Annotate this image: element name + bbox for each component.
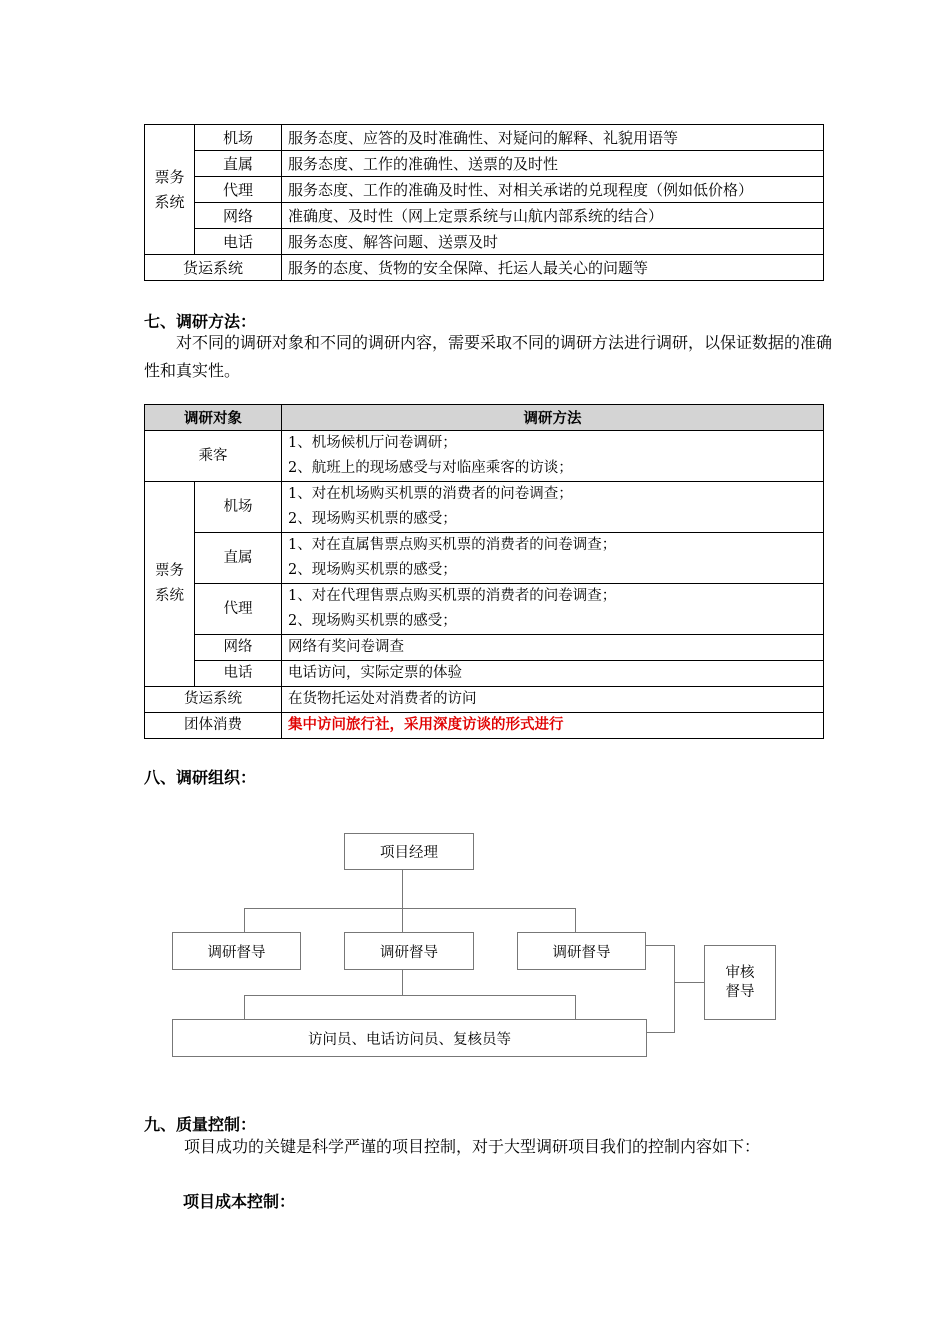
connector xyxy=(244,908,576,909)
method-cell: 在货物托运处对消费者的访问 xyxy=(282,687,824,713)
method-cell: 1、对在机场购买机票的消费者的问卷调查； 2、现场购买机票的感受； xyxy=(282,482,824,533)
service-criteria-table xyxy=(144,124,824,281)
header-method: 调研方法 xyxy=(282,405,824,431)
group-consumption-label: 团体消费 xyxy=(145,713,282,739)
section-7-heading: 七、调研方法： xyxy=(144,312,257,331)
method-cell: 1、机场候机厅问卷调研； 2、航班上的现场感受与对临座乘客的访谈； xyxy=(282,431,824,482)
section-8-heading: 八、调研组织： xyxy=(144,768,257,787)
freight-label: 货运系统 xyxy=(145,687,282,713)
connector xyxy=(402,869,403,909)
freight-label: 货运系统 xyxy=(145,255,282,281)
criteria-cell: 服务态度、工作的准确及时性、对相关承诺的兑现程度（例如低价格） xyxy=(282,177,824,203)
section-9-heading: 九、质量控制： xyxy=(144,1115,257,1134)
criteria-cell: 服务态度、应答的及时准确性、对疑问的解释、礼貌用语等 xyxy=(282,125,824,151)
sub-label: 代理 xyxy=(195,177,282,203)
section-7-paragraph: 对不同的调研对象和不同的调研内容，需要采取不同的调研方法进行调研，以保证数据的准确性和真实性。 xyxy=(144,333,833,380)
method-cell: 1、对在直属售票点购买机票的消费者的问卷调查； 2、现场购买机票的感受； xyxy=(282,533,824,584)
connector xyxy=(646,1032,675,1033)
sub-label: 代理 xyxy=(195,584,282,635)
supervisor-box: 调研督导 xyxy=(172,932,301,970)
connector xyxy=(402,908,403,932)
method-cell-highlight: 集中访问旅行社，采用深度访谈的形式进行 xyxy=(282,713,824,739)
audit-supervisor-box: 审核督导 xyxy=(704,945,776,1020)
method-cell: 网络有奖问卷调查 xyxy=(282,635,824,661)
supervisor-box: 调研督导 xyxy=(344,932,474,970)
sub-label: 网络 xyxy=(195,203,282,229)
cost-control-subheading: 项目成本控制： xyxy=(183,1192,296,1211)
criteria-cell: 服务态度、工作的准确性、送票的及时性 xyxy=(282,151,824,177)
staff-box: 访问员、电话访问员、复核员等 xyxy=(172,1019,647,1057)
method-cell: 1、对在代理售票点购买机票的消费者的问卷调查； 2、现场购买机票的感受； xyxy=(282,584,824,635)
connector xyxy=(244,995,576,996)
criteria-cell: 服务的态度、货物的安全保障、托运人最关心的问题等 xyxy=(282,255,824,281)
sub-label: 电话 xyxy=(195,229,282,255)
sub-label: 电话 xyxy=(195,661,282,687)
project-manager-box: 项目经理 xyxy=(344,833,474,870)
method-cell: 电话访问，实际定票的体验 xyxy=(282,661,824,687)
connector xyxy=(244,995,245,1019)
ticket-system-label: 票务系统 xyxy=(145,482,195,687)
section-9-paragraph: 项目成功的关键是科学严谨的项目控制，对于大型调研项目我们的控制内容如下： xyxy=(184,1137,761,1156)
connector xyxy=(575,995,576,1019)
criteria-cell: 准确度、及时性（网上定票系统与山航内部系统的结合） xyxy=(282,203,824,229)
header-object: 调研对象 xyxy=(145,405,282,431)
criteria-cell: 服务态度、解答问题、送票及时 xyxy=(282,229,824,255)
research-method-table xyxy=(144,404,824,739)
sub-label: 网络 xyxy=(195,635,282,661)
sub-label: 机场 xyxy=(195,125,282,151)
connector xyxy=(646,945,674,946)
supervisor-box: 调研督导 xyxy=(517,932,646,970)
sub-label: 直属 xyxy=(195,533,282,584)
ticket-system-label: 票务系统 xyxy=(145,125,195,255)
connector xyxy=(575,908,576,932)
connector xyxy=(402,970,403,996)
connector xyxy=(244,908,245,932)
passenger-label: 乘客 xyxy=(145,431,282,482)
sub-label: 直属 xyxy=(195,151,282,177)
connector xyxy=(674,982,704,983)
sub-label: 机场 xyxy=(195,482,282,533)
connector xyxy=(674,945,675,1033)
